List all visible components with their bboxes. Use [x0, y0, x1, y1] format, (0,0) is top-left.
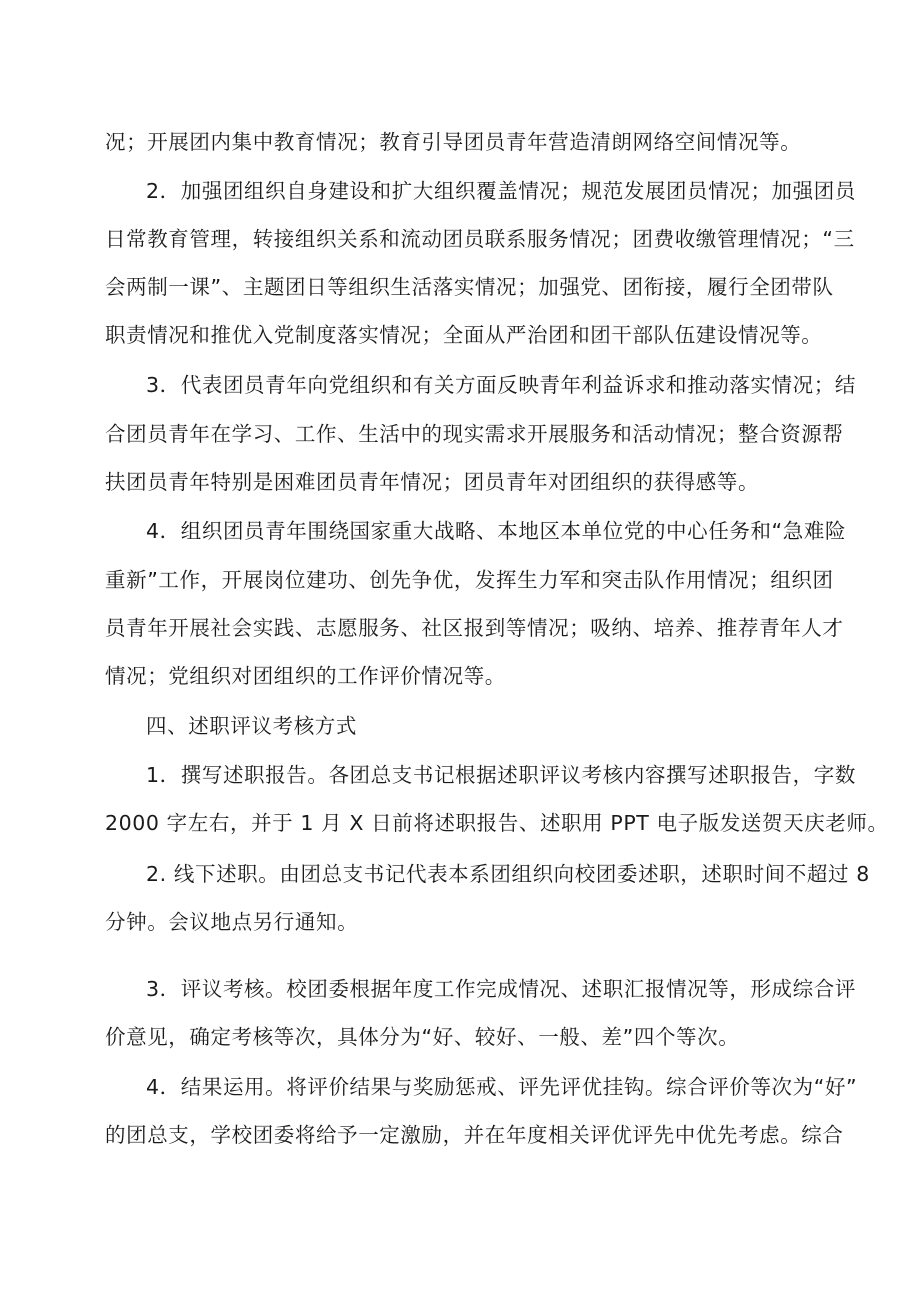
paragraph-line: 价意见，确定考核等次，具体分为“好、较好、一般、差”四个等次。: [105, 1025, 740, 1049]
paragraph-line: 2．加强团组织自身建设和扩大组织覆盖情况；规范发展团员情况；加强团员: [146, 179, 856, 203]
paragraph-line: 4．结果运用。将评价结果与奖励惩戒、评先评优挂钩。综合评价等次为“好”: [146, 1075, 858, 1099]
paragraph-line: 3．代表团员青年向党组织和有关方面反映青年利益诉求和推动落实情况；结: [146, 373, 856, 397]
paragraph-line: 3．评议考核。校团委根据年度工作完成情况、述职汇报情况等，形成综合评: [146, 977, 856, 1001]
paragraph-line: 分钟。会议地点另行通知。: [105, 910, 359, 934]
paragraph-line: 1．撰写述职报告。各团总支书记根据述职评议考核内容撰写述职报告，字数: [146, 763, 856, 787]
paragraph-line: 重新”工作，开展岗位建功、创先争优，发挥生力军和突击队作用情况；组织团: [105, 568, 834, 592]
paragraph-line: 员青年开展社会实践、志愿服务、社区报到等情况；吸纳、培养、推荐青年人才: [105, 616, 844, 640]
paragraph-line: 合团员青年在学习、工作、生活中的现实需求开展服务和活动情况；整合资源帮: [105, 422, 844, 446]
paragraph-line: 情况；党组织对团组织的工作评价情况等。: [105, 664, 506, 688]
section-heading: 四、述职评议考核方式: [146, 714, 357, 738]
paragraph-line: 2. 线下述职。由团总支书记代表本系团组织向校团委述职，述职时间不超过 8: [146, 862, 870, 886]
paragraph-line: 会两制一课”、主题团日等组织生活落实情况；加强党、团衔接，履行全团带队: [105, 275, 834, 299]
paragraph-line: 的团总支，学校团委将给予一定激励，并在年度相关评优评先中优先考虑。综合: [105, 1123, 844, 1147]
paragraph-line: 扶团员青年特别是困难团员青年情况；团员青年对团组织的获得感等。: [105, 470, 760, 494]
paragraph-line: 况；开展团内集中教育情况；教育引导团员青年营造清朗网络空间情况等。: [105, 130, 802, 154]
paragraph-line: 日常教育管理，转接组织关系和流动团员联系服务情况；团费收缴管理情况；“三: [105, 227, 855, 251]
paragraph-line: 2000 字左右，并于 1 月 X 日前将述职报告、述职用 PPT 电子版发送贺天庆老师。: [105, 811, 889, 835]
paragraph-line: 4．组织团员青年围绕国家重大战略、本地区本单位党的中心任务和“急难险: [146, 519, 847, 543]
paragraph-line: 职责情况和推优入党制度落实情况；全面从严治团和团干部队伍建设情况等。: [105, 323, 823, 347]
